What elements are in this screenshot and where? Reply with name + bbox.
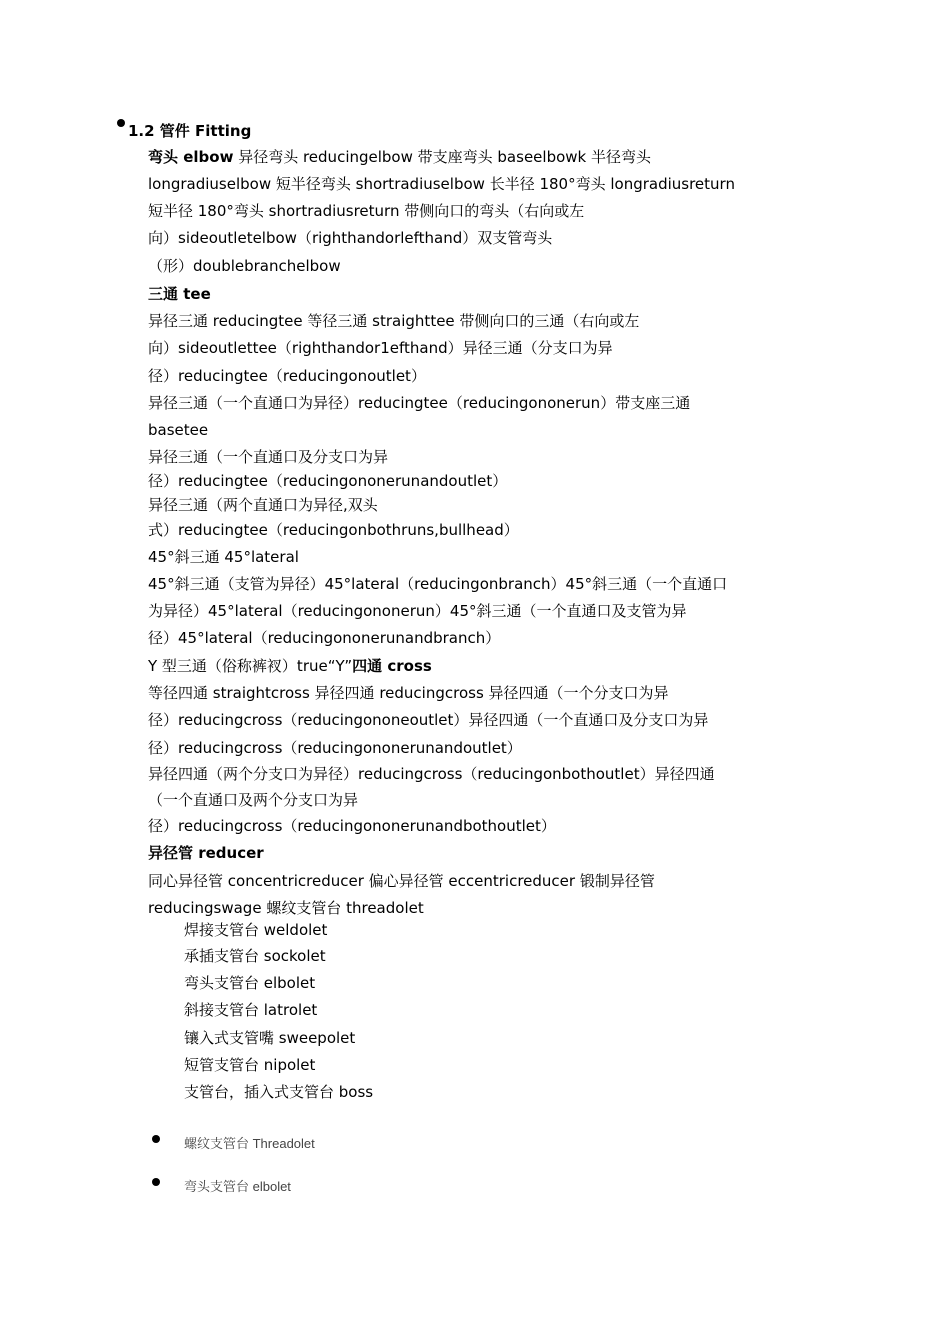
olet-item: 焊接支管台 weldolet [184,921,328,939]
bullet-icon [117,119,125,127]
cross-line-6: 径）reducingcross（reducingononerunandbothoutlet） [148,817,556,835]
reducer-line-2: reducingswage 螺纹支管台 threadolet [148,899,424,917]
tee-line-5: basetee [148,421,209,439]
tee-line-8: 异径三通（两个直通口为异径,双头 [148,496,378,514]
tee-line-9: 式）reducingtee（reducingonbothruns,bullhead） [148,521,519,539]
bullet-icon [152,1135,160,1143]
tee-line-3: 径）reducingtee（reducingonoutlet） [148,367,426,385]
tee-line-6: 异径三通（一个直通口及分支口为异 [148,448,389,466]
cross-title: 四通 cross [352,657,432,675]
tee-line-13: 径）45°lateral（reducingononerunandbranch） [148,629,501,647]
cross-line-4: 异径四通（两个分支口为异径）reducingcross（reducingonbothoutlet）异径四通 [148,765,715,783]
section-title: 1.2 管件 Fitting [128,122,252,140]
elbow-line-2: longradiuselbow 短半径弯头 shortradiuselbow 长半径 180°弯头 longradiusreturn [148,175,735,193]
cross-line-1: 等径四通 straightcross 异径四通 reducingcross 异径四通（一个分支口为异 [148,684,669,702]
tee-title-text: 三通 tee [148,285,211,303]
elbow-line-4: 向）sideoutletelbow（righthandorlefthand）双支管弯头 [148,229,553,247]
bullet-item-text: 螺纹支管台 Threadolet [184,1136,315,1151]
cross-line-5: （一个直通口及两个分支口为异 [148,791,359,809]
tee-line-11: 45°斜三通（支管为异径）45°lateral（reducingonbranch）45°斜三通（一个直通口 [148,575,728,593]
olet-item: 斜接支管台 latrolet [184,1001,318,1019]
elbow-title: 弯头 elbow [148,148,234,166]
olet-item: 短管支管台 nipolet [184,1056,316,1074]
tee-line-12: 为异径）45°lateral（reducingononerun）45°斜三通（一个直通口及支管为异 [148,602,687,620]
olet-item: 镶入式支管嘴 sweepolet [184,1029,356,1047]
cross-line-3: 径）reducingcross（reducingononerunandoutlet） [148,739,522,757]
reducer-title [148,843,264,863]
tee-line-10: 45°斜三通 45°lateral [148,548,299,566]
tee-title [148,284,211,304]
elbow-line-1 [148,147,651,167]
olet-item: 承插支管台 sockolet [184,947,326,965]
tee-line-7: 径）reducingtee（reducingononerunandoutlet） [148,472,508,490]
reducer-line-1: 同心异径管 concentricreducer 偏心异径管 eccentricreducer 锻制异径管 [148,872,655,890]
olet-item: 支管台，插入式支管台 boss [184,1083,374,1101]
reducer-title-text: 异径管 reducer [148,844,264,862]
cross-line-2: 径）reducingcross（reducingononeoutlet）异径四通（一个直通口及分支口为异 [148,711,709,729]
tee-line-1: 异径三通 reducingtee 等径三通 straighttee 带侧向口的三通（右向或左 [148,312,640,330]
tee-line-4: 异径三通（一个直通口为异径）reducingtee（reducingononerun）带支座三通 [148,394,691,412]
tee-line-2: 向）sideoutlettee（righthandor1efthand）异径三通（分支口为异 [148,339,613,357]
elbow-line-3: 短半径 180°弯头 shortradiusreturn 带侧向口的弯头（右向或左 [148,202,585,220]
tee-line-14 [148,656,432,676]
y-tee-text: Y 型三通（俗称裤衩）true“Y” [148,657,353,675]
bullet-item-text: 弯头支管台 elbolet [184,1179,291,1194]
elbow-text: 异径弯头 reducingelbow 带支座弯头 baseelbowk 半径弯头 [233,148,651,166]
elbow-line-5: （形）doublebranchelbow [148,257,341,275]
bullet-icon [152,1178,160,1186]
olet-item: 弯头支管台 elbolet [184,974,316,992]
